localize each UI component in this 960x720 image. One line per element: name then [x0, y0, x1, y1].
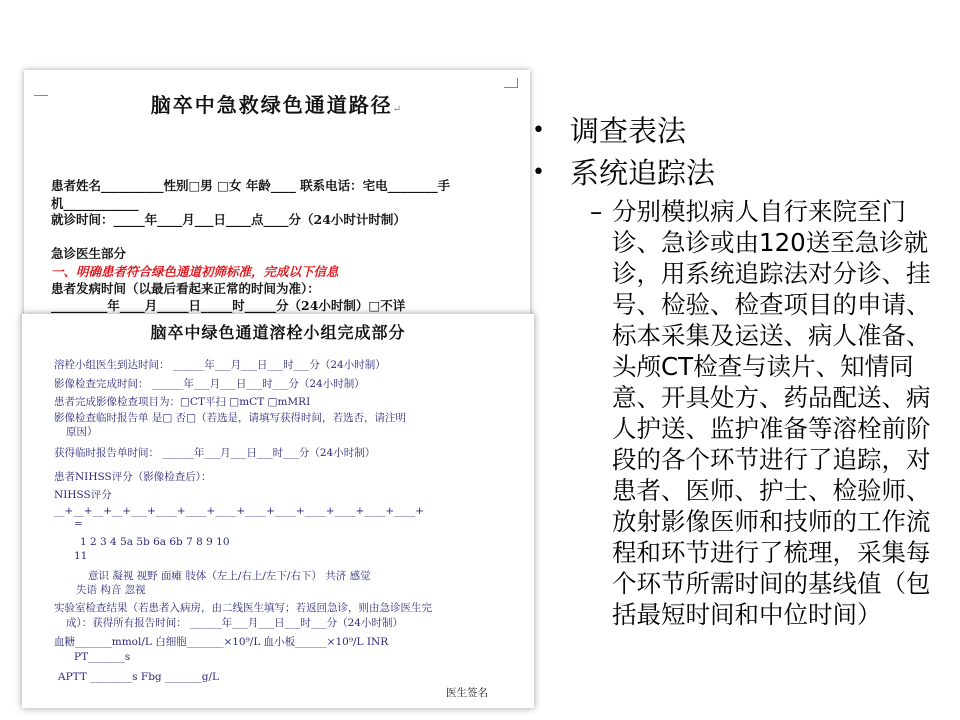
form2-line: = [74, 518, 83, 530]
form2-line: 成）：获得所有报告时间： ______年___月___日___时___分（24小时制） [66, 617, 403, 629]
crop-mark-top-right [504, 78, 518, 88]
form2-line: PT_______s [74, 651, 131, 663]
form1-onset: 患者发病时间（以最后看起来正常的时间为准）： [51, 281, 320, 296]
form2-line: 11 [74, 550, 88, 562]
form1-instruction: 一、明确患者符合绿色通道初筛标准，完成以下信息 [51, 264, 339, 279]
form1-patient-line: 患者姓名__________性别□男 □女 年龄____ 联系电话：宅电________手 [51, 178, 451, 193]
form2-line: 失语 构音 忽视 [76, 584, 146, 596]
form1-title: 脑卒中急救绿色通道路径↵ [150, 93, 404, 117]
form2-line: 影像检查临时报告单 是□ 否□（若选是，请填写获得时间，若选否，请注明 [54, 412, 407, 424]
sub-bullet-dash: – [590, 197, 603, 226]
form2-line: 患者NIHSS评分（影像检查后）： [54, 471, 212, 483]
form1-section: 急诊医生部分 [51, 246, 127, 261]
crop-mark-top-left [34, 86, 48, 96]
sub-bullet-item [532, 196, 952, 630]
form2-lab-line: 血糖_______mmol/L 白细胞_______×10⁹/L 血小板______×10⁹/L INR [54, 636, 389, 648]
form2-line: NIHSS评分 [54, 489, 112, 501]
bullet-dot: • [532, 118, 545, 143]
form2-line: 实验室检查结果（若患者入病房，由二线医生填写；若返回急诊，则由急诊医生完 [54, 602, 432, 614]
form2-line: 影像检查完成时间： ______年___月___日___时___分（24小时制） [54, 378, 365, 390]
bullet-item [532, 112, 952, 150]
thrombolysis-form-image [22, 314, 534, 708]
form2-title: 脑卒中绿色通道溶栓小组完成部分 [150, 323, 406, 342]
form1-onset-time: _________年____月_____日_____时_____分（24小时制）□不详 [51, 298, 406, 313]
bullet-dot: • [532, 160, 545, 185]
form2-line: 患者完成影像检查项目为：□CT平扫 □mCT □mMRI [54, 396, 311, 408]
form2-line: 溶栓小组医生到达时间： ______年___月___日___时___分（24小时制） [54, 359, 386, 371]
form2-line: 原因） [66, 426, 98, 438]
bullet-text: 系统追踪法 [570, 156, 716, 190]
form2-line: 获得临时报告单时间： ______年___月___日___时___分（24小时制） [54, 447, 376, 459]
green-channel-form-image [24, 70, 530, 320]
form2-signature: 医生签名 [446, 687, 488, 699]
sub-bullet-text: 分别模拟病人自行来院至门诊、急诊或由120送至急诊就诊，用系统追踪法对分诊、挂号、检验、检查项目的申请、标本采集及运送、病人准备、头颅CT检查与读片、知情同意、开具处方、药品配送、病人护送、监护准备等溶栓前阶段的各个环节进行了追踪，对患者、医师、护士、检验师、放射影像医师和技师的工作流程和环节进行了梳理，采集每个环节所需时间的基线值（包括最短时间和中位时间） [612, 197, 931, 629]
form1-visit-time: 就诊时间：_____年____月___日____点____分（24小时计时制） [51, 212, 406, 227]
slide-bullets [532, 112, 952, 630]
form2-line: APTT ________s Fbg _______g/L [58, 671, 219, 683]
bullet-text: 调查表法 [570, 114, 687, 148]
form2-nihss-labels: 意识 凝视 视野 面瘫 肢体（左上/右上/左下/右下） 共济 感觉 [88, 570, 371, 582]
bullet-item [532, 154, 952, 192]
form1-patient-line2: 机____________ [51, 196, 139, 211]
form2-nihss-row: __+__+__+__+___+____+____+____+____+____+____+____+____+____+ [54, 505, 424, 517]
form2-nihss-items: 1 2 3 4 5a 5b 6a 6b 7 8 9 10 [80, 536, 230, 548]
